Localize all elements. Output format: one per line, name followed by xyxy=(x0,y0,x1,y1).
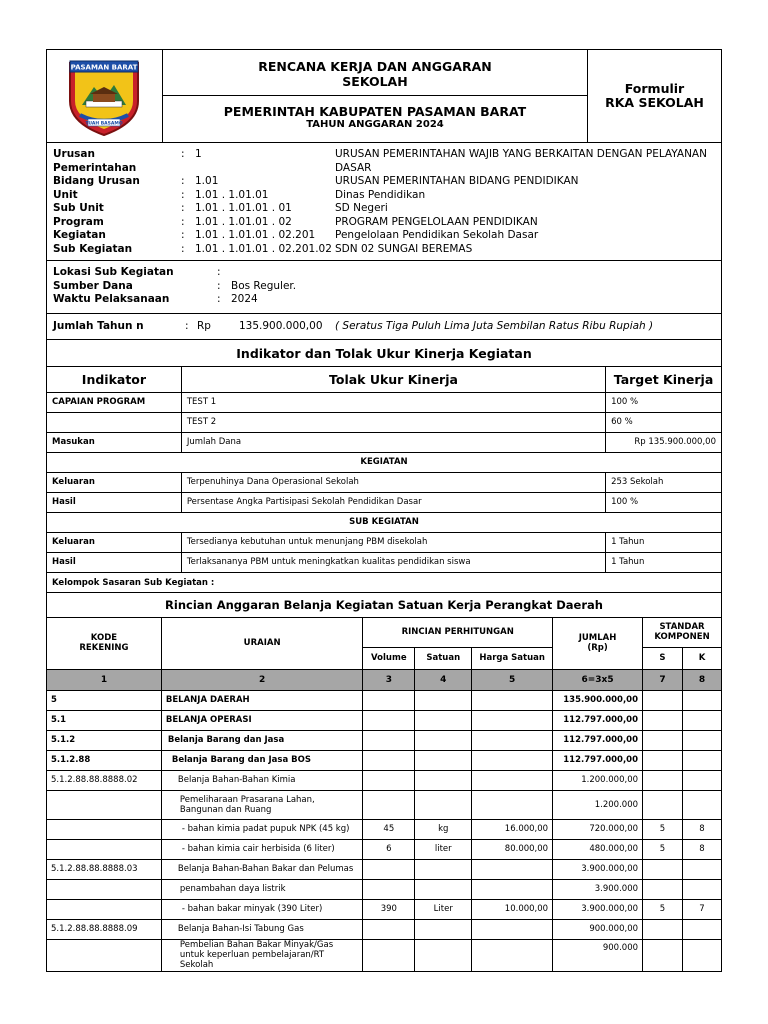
info-key: Unit xyxy=(53,188,78,201)
logo-motto-text: TUAH BASAMO xyxy=(85,121,123,127)
indicator-cell: Hasil xyxy=(47,492,182,512)
satuan-cell: Liter xyxy=(415,899,472,919)
harga-cell: 10.000,00 xyxy=(472,899,553,919)
info-row xyxy=(53,216,715,230)
logo-cell xyxy=(47,50,163,142)
volume-cell: 6 xyxy=(363,839,415,859)
info-desc: Dinas Pendidikan xyxy=(335,188,426,201)
column-header-kode: KODE REKENING xyxy=(47,617,162,669)
indicator-cell: CAPAIAN PROGRAM xyxy=(47,392,182,412)
column-header-satuan: Satuan xyxy=(415,647,472,669)
budget-row xyxy=(47,790,722,819)
target-cell: 60 % xyxy=(606,412,722,432)
kegiatan-subheader: KEGIATAN xyxy=(47,452,722,472)
kode-cell: 5.1 xyxy=(47,710,162,730)
detail-row xyxy=(53,280,715,294)
budget-table xyxy=(46,617,722,972)
indicator-cell: Keluaran xyxy=(47,532,182,552)
info-row xyxy=(53,148,715,175)
jumlah-cell: 1.200.000,00 xyxy=(553,770,643,790)
form-label-cell xyxy=(588,50,721,142)
budget-row xyxy=(47,750,722,770)
uraian-cell: BELANJA OPERASI xyxy=(161,710,362,730)
total-currency: Rp xyxy=(197,320,211,332)
column-header-indikator: Indikator xyxy=(47,366,182,392)
s-cell xyxy=(643,730,683,750)
column-number: 4 xyxy=(415,669,472,690)
k-cell xyxy=(682,879,721,899)
info-colon: : xyxy=(181,188,185,201)
uraian-cell: Belanja Barang dan Jasa BOS xyxy=(161,750,362,770)
detail-key: Lokasi Sub Kegiatan xyxy=(53,266,174,278)
s-cell xyxy=(643,859,683,879)
budget-row xyxy=(47,859,722,879)
k-cell xyxy=(682,770,721,790)
satuan-cell xyxy=(415,879,472,899)
info-desc: Pengelolaan Pendidikan Sekolah Dasar xyxy=(335,229,539,241)
total-in-words: ( Seratus Tiga Puluh Lima Juta Sembilan Ratus Ribu Rupiah ) xyxy=(335,320,654,332)
target-cell: 1 Tahun xyxy=(606,532,722,552)
info-colon: : xyxy=(181,175,185,187)
satuan-cell xyxy=(415,939,472,971)
column-header-target: Target Kinerja xyxy=(606,366,722,392)
indicator-row xyxy=(47,552,722,572)
k-cell xyxy=(682,730,721,750)
kode-cell xyxy=(47,839,162,859)
indicator-row xyxy=(47,532,722,552)
harga-cell xyxy=(472,790,553,819)
info-value: 1.01 . 1.01.01 xyxy=(195,188,269,201)
indicator-cell: Masukan xyxy=(47,432,182,452)
s-cell xyxy=(643,790,683,819)
k-cell: 8 xyxy=(682,819,721,839)
info-row xyxy=(53,189,715,203)
s-cell: 5 xyxy=(643,819,683,839)
info-value: 1.01 . 1.01.01 . 01 xyxy=(195,202,292,214)
satuan-cell xyxy=(415,790,472,819)
indicator-row xyxy=(47,472,722,492)
harga-cell xyxy=(472,859,553,879)
satuan-cell xyxy=(415,919,472,939)
column-header-s: S xyxy=(643,647,683,669)
measure-cell: Terpenuhinya Dana Operasional Sekolah xyxy=(181,472,605,492)
info-colon: : xyxy=(181,229,185,241)
s-cell: 5 xyxy=(643,899,683,919)
target-group-row: Kelompok Sasaran Sub Kegiatan : xyxy=(46,573,722,593)
s-cell xyxy=(643,710,683,730)
harga-cell: 80.000,00 xyxy=(472,839,553,859)
harga-cell xyxy=(472,710,553,730)
indicator-row xyxy=(47,412,722,432)
k-cell xyxy=(682,859,721,879)
info-colon: : xyxy=(181,148,185,160)
form-label-line-1: Formulir xyxy=(624,81,685,96)
info-colon: : xyxy=(181,215,185,228)
detail-key: Sumber Dana xyxy=(53,279,133,292)
volume-cell: 45 xyxy=(363,819,415,839)
indicator-cell: Hasil xyxy=(47,552,182,572)
detail-row xyxy=(53,293,715,307)
column-header-tolak-ukur: Tolak Ukur Kinerja xyxy=(181,366,605,392)
form-label-line-2: RKA SEKOLAH xyxy=(605,95,704,110)
info-colon: : xyxy=(181,242,185,255)
kode-cell: 5.1.2.88.88.8888.02 xyxy=(47,770,162,790)
k-cell xyxy=(682,690,721,710)
indicator-row xyxy=(47,392,722,412)
harga-cell xyxy=(472,939,553,971)
jumlah-cell: 900.000,00 xyxy=(553,919,643,939)
subkegiatan-subheader: SUB KEGIATAN xyxy=(47,512,722,532)
document-header xyxy=(46,49,722,143)
government-block xyxy=(163,96,587,142)
satuan-cell xyxy=(415,710,472,730)
jumlah-cell: 900.000 xyxy=(553,939,643,971)
budget-row xyxy=(47,690,722,710)
info-desc: SD Negeri xyxy=(335,202,388,214)
budget-row xyxy=(47,939,722,971)
volume-cell xyxy=(363,770,415,790)
s-cell: 5 xyxy=(643,839,683,859)
harga-cell xyxy=(472,750,553,770)
rka-document xyxy=(46,49,722,972)
total-colon: : xyxy=(185,320,189,332)
satuan-cell xyxy=(415,859,472,879)
jumlah-cell: 720.000,00 xyxy=(553,819,643,839)
indicator-row xyxy=(47,492,722,512)
volume-cell xyxy=(363,859,415,879)
measure-cell: TEST 1 xyxy=(181,392,605,412)
info-row xyxy=(53,175,715,189)
k-cell: 8 xyxy=(682,839,721,859)
column-number: 1 xyxy=(47,669,162,690)
info-row xyxy=(53,243,715,257)
total-amount-row xyxy=(46,314,722,340)
info-key: Sub Kegiatan xyxy=(53,242,133,255)
satuan-cell xyxy=(415,770,472,790)
jumlah-cell: 3.900.000,00 xyxy=(553,859,643,879)
measure-cell: Tersedianya kebutuhan untuk menunjang PBM disekolah xyxy=(181,532,605,552)
column-number: 2 xyxy=(161,669,362,690)
measure-cell: TEST 2 xyxy=(181,412,605,432)
column-header-jumlah: JUMLAH (Rp) xyxy=(553,617,643,669)
kode-cell: 5.1.2 xyxy=(47,730,162,750)
column-number-row xyxy=(47,669,722,690)
target-cell: 100 % xyxy=(606,492,722,512)
uraian-cell: - bahan bakar minyak (390 Liter) xyxy=(161,899,362,919)
indicator-table xyxy=(46,366,722,573)
jumlah-cell: 3.900.000,00 xyxy=(553,899,643,919)
jumlah-cell: 480.000,00 xyxy=(553,839,643,859)
info-key: Bidang Urusan xyxy=(53,175,140,187)
detail-value: 2024 xyxy=(231,293,258,305)
volume-cell: 390 xyxy=(363,899,415,919)
detail-row xyxy=(53,266,715,280)
uraian-cell: Belanja Bahan-Bahan Kimia xyxy=(161,770,362,790)
uraian-cell: Belanja Bahan-Isi Tabung Gas xyxy=(161,919,362,939)
activity-details xyxy=(46,261,722,314)
uraian-cell: Belanja Bahan-Bahan Bakar dan Pelumas xyxy=(161,859,362,879)
budget-row xyxy=(47,770,722,790)
uraian-cell: BELANJA DAERAH xyxy=(161,690,362,710)
uraian-cell: - bahan kimia cair herbisida (6 liter) xyxy=(161,839,362,859)
column-header-volume: Volume xyxy=(363,647,415,669)
harga-cell xyxy=(472,690,553,710)
k-cell xyxy=(682,710,721,730)
title-cell xyxy=(163,50,588,142)
indicator-row xyxy=(47,432,722,452)
info-value: 1.01 . 1.01.01 . 02.201.02 xyxy=(195,242,332,255)
harga-cell xyxy=(472,770,553,790)
indicator-section-title: Indikator dan Tolak Ukur Kinerja Kegiatan xyxy=(46,340,722,367)
logo-title-text: PASAMAN BARAT xyxy=(70,63,138,72)
pasaman-barat-logo xyxy=(66,57,142,137)
title-line-1: RENCANA KERJA DAN ANGGARAN xyxy=(258,59,492,74)
document-title xyxy=(163,50,587,96)
satuan-cell: liter xyxy=(415,839,472,859)
budget-row xyxy=(47,879,722,899)
info-desc: URUSAN PEMERINTAHAN BIDANG PENDIDIKAN xyxy=(335,175,579,187)
government-name: PEMERINTAH KABUPATEN PASAMAN BARAT xyxy=(223,104,527,119)
budget-section-title: Rincian Anggaran Belanja Kegiatan Satuan Kerja Perangkat Daerah xyxy=(46,593,722,618)
jumlah-cell: 112.797.000,00 xyxy=(553,730,643,750)
uraian-cell: - bahan kimia padat pupuk NPK (45 kg) xyxy=(161,819,362,839)
kode-cell xyxy=(47,819,162,839)
column-header-standar: STANDAR KOMPONEN xyxy=(643,617,722,647)
info-value: 1 xyxy=(195,148,202,160)
column-number: 6=3x5 xyxy=(553,669,643,690)
k-cell xyxy=(682,790,721,819)
budget-row xyxy=(47,730,722,750)
harga-cell xyxy=(472,919,553,939)
title-line-2: SEKOLAH xyxy=(342,74,408,89)
target-cell: 1 Tahun xyxy=(606,552,722,572)
satuan-cell: kg xyxy=(415,819,472,839)
jumlah-cell: 112.797.000,00 xyxy=(553,750,643,770)
info-key: Sub Unit xyxy=(53,202,104,214)
indicator-cell: Keluaran xyxy=(47,472,182,492)
info-value: 1.01 xyxy=(195,175,219,187)
info-key: Program xyxy=(53,215,104,228)
info-row xyxy=(53,229,715,243)
kode-cell xyxy=(47,939,162,971)
info-desc: PROGRAM PENGELOLAAN PENDIDIKAN xyxy=(335,215,538,228)
budget-row xyxy=(47,819,722,839)
s-cell xyxy=(643,690,683,710)
volume-cell xyxy=(363,939,415,971)
column-number: 7 xyxy=(643,669,683,690)
detail-colon: : xyxy=(217,279,221,292)
k-cell xyxy=(682,939,721,971)
uraian-cell: Belanja Barang dan Jasa xyxy=(161,730,362,750)
jumlah-cell: 135.900.000,00 xyxy=(553,690,643,710)
volume-cell xyxy=(363,790,415,819)
total-amount: 135.900.000,00 xyxy=(239,320,323,332)
indicator-cell xyxy=(47,412,182,432)
kode-cell: 5.1.2.88.88.8888.09 xyxy=(47,919,162,939)
harga-cell: 16.000,00 xyxy=(472,819,553,839)
info-desc: URUSAN PEMERINTAHAN WAJIB YANG BERKAITAN DENGAN PELAYANAN DASAR xyxy=(335,148,707,174)
uraian-cell: Pemeliharaan Prasarana Lahan, Bangunan dan Ruang xyxy=(161,790,362,819)
target-cell: 253 Sekolah xyxy=(606,472,722,492)
column-number: 8 xyxy=(682,669,721,690)
kode-cell: 5 xyxy=(47,690,162,710)
column-header-k: K xyxy=(682,647,721,669)
info-key: Urusan Pemerintahan xyxy=(53,148,137,174)
jumlah-cell: 112.797.000,00 xyxy=(553,710,643,730)
detail-colon: : xyxy=(217,266,221,278)
harga-cell xyxy=(472,730,553,750)
budget-row xyxy=(47,710,722,730)
satuan-cell xyxy=(415,750,472,770)
indicator-header-row xyxy=(47,366,722,392)
column-number: 3 xyxy=(363,669,415,690)
harga-cell xyxy=(472,879,553,899)
kode-cell: 5.1.2.88 xyxy=(47,750,162,770)
kode-cell: 5.1.2.88.88.8888.03 xyxy=(47,859,162,879)
s-cell xyxy=(643,939,683,971)
volume-cell xyxy=(363,690,415,710)
volume-cell xyxy=(363,879,415,899)
satuan-cell xyxy=(415,690,472,710)
kegiatan-subheader-row xyxy=(47,452,722,472)
budget-row xyxy=(47,899,722,919)
volume-cell xyxy=(363,730,415,750)
info-key: Kegiatan xyxy=(53,229,106,241)
measure-cell: Terlaksananya PBM untuk meningkatkan kualitas pendidikan siswa xyxy=(181,552,605,572)
kode-cell xyxy=(47,879,162,899)
s-cell xyxy=(643,750,683,770)
uraian-cell: Pembelian Bahan Bakar Minyak/Gas untuk keperluan pembelajaran/RT Sekolah xyxy=(161,939,362,971)
volume-cell xyxy=(363,710,415,730)
satuan-cell xyxy=(415,730,472,750)
k-cell xyxy=(682,919,721,939)
kode-cell xyxy=(47,899,162,919)
budget-header-row xyxy=(47,617,722,647)
volume-cell xyxy=(363,919,415,939)
detail-value: Bos Reguler. xyxy=(231,279,297,292)
k-cell: 7 xyxy=(682,899,721,919)
uraian-cell: penambahan daya listrik xyxy=(161,879,362,899)
volume-cell xyxy=(363,750,415,770)
column-header-rincian: RINCIAN PERHITUNGAN xyxy=(363,617,553,647)
target-cell: 100 % xyxy=(606,392,722,412)
jumlah-cell: 1.200.000 xyxy=(553,790,643,819)
program-info xyxy=(46,143,722,261)
jumlah-cell: 3.900.000 xyxy=(553,879,643,899)
budget-row xyxy=(47,839,722,859)
target-cell: Rp 135.900.000,00 xyxy=(606,432,722,452)
kode-cell xyxy=(47,790,162,819)
budget-row xyxy=(47,919,722,939)
detail-key: Waktu Pelaksanaan xyxy=(53,293,170,305)
column-header-harga: Harga Satuan xyxy=(472,647,553,669)
fiscal-year: TAHUN ANGGARAN 2024 xyxy=(306,119,444,130)
info-row xyxy=(53,202,715,216)
measure-cell: Jumlah Dana xyxy=(181,432,605,452)
s-cell xyxy=(643,879,683,899)
subkegiatan-subheader-row xyxy=(47,512,722,532)
detail-colon: : xyxy=(217,293,221,305)
s-cell xyxy=(643,770,683,790)
total-label: Jumlah Tahun n xyxy=(53,320,144,332)
column-header-uraian: URAIAN xyxy=(161,617,362,669)
detail-value xyxy=(231,266,715,280)
k-cell xyxy=(682,750,721,770)
s-cell xyxy=(643,919,683,939)
info-colon: : xyxy=(181,202,185,214)
info-desc: SDN 02 SUNGAI BEREMAS xyxy=(335,242,473,255)
measure-cell: Persentase Angka Partisipasi Sekolah Pendidikan Dasar xyxy=(181,492,605,512)
info-value: 1.01 . 1.01.01 . 02.201 xyxy=(195,229,316,241)
info-value: 1.01 . 1.01.01 . 02 xyxy=(195,215,292,228)
column-number: 5 xyxy=(472,669,553,690)
